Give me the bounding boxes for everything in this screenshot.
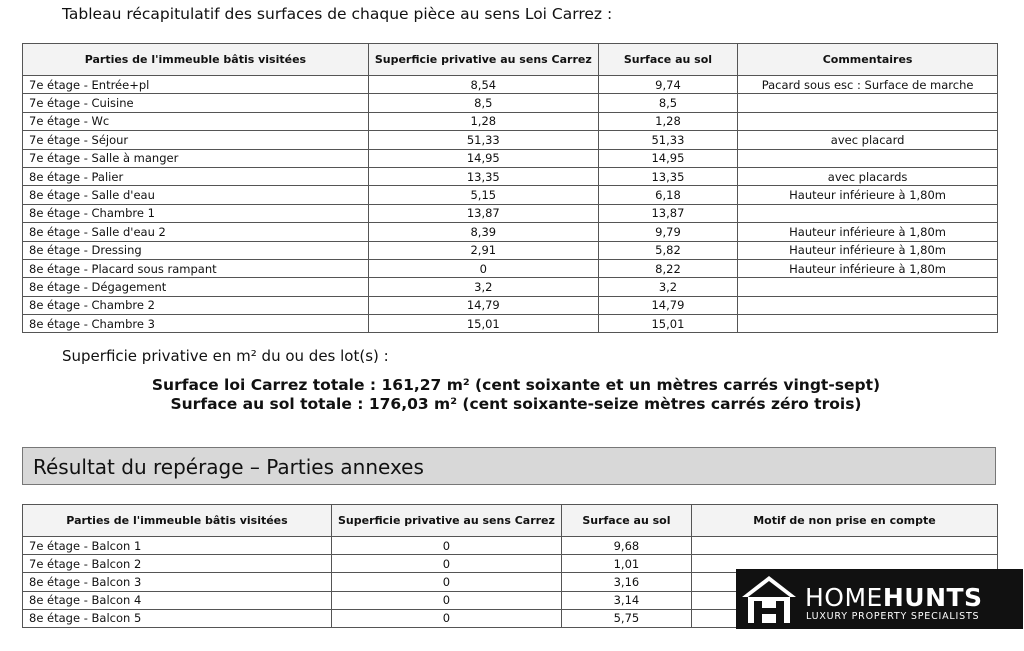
table-row [23, 315, 998, 333]
table-cell: 13,35 [598, 167, 737, 185]
table-cell: 8e étage - Chambre 1 [23, 204, 369, 222]
table-cell [738, 278, 998, 296]
table-cell: 0 [332, 537, 562, 555]
table-cell: 3,16 [561, 573, 691, 591]
table-cell: 8e étage - Balcon 4 [23, 591, 332, 609]
table-cell: 7e étage - Wc [23, 112, 369, 130]
table-cell [738, 112, 998, 130]
table-cell: 2,91 [368, 241, 598, 259]
table-cell: 0 [332, 573, 562, 591]
table-cell: 5,82 [598, 241, 737, 259]
lot-surface-subtitle: Superficie privative en m² du ou des lot(s) : [62, 347, 389, 365]
table-cell: 14,79 [368, 296, 598, 314]
table-row [23, 223, 998, 241]
column-header: Superficie privative au sens Carrez [368, 44, 598, 76]
total-carrez: Surface loi Carrez totale : 161,27 m² (cent soixante et un mètres carrés vingt-sept) [151, 376, 881, 394]
table-cell: 7e étage - Entrée+pl [23, 76, 369, 94]
table-cell: 8e étage - Placard sous rampant [23, 259, 369, 277]
table-cell: 8,5 [368, 94, 598, 112]
table-cell: 3,14 [561, 591, 691, 609]
table-cell: 13,87 [598, 204, 737, 222]
table-cell: 1,01 [561, 555, 691, 573]
table-row [23, 76, 998, 94]
table-cell: 8e étage - Salle d'eau 2 [23, 223, 369, 241]
table-cell: 0 [368, 259, 598, 277]
table-cell: 5,15 [368, 186, 598, 204]
table-cell: 3,2 [598, 278, 737, 296]
table-cell: 8e étage - Salle d'eau [23, 186, 369, 204]
table-cell: 1,28 [598, 112, 737, 130]
table-row [23, 278, 998, 296]
table-cell: Hauteur inférieure à 1,80m [738, 186, 998, 204]
table-row [23, 296, 998, 314]
table-cell: 9,68 [561, 537, 691, 555]
table-cell: avec placard [738, 131, 998, 149]
table-cell: 15,01 [368, 315, 598, 333]
table-header-row [23, 505, 998, 537]
column-header: Commentaires [738, 44, 998, 76]
table-cell: 7e étage - Cuisine [23, 94, 369, 112]
table-cell: 0 [332, 555, 562, 573]
table-cell: 3,2 [368, 278, 598, 296]
table-cell: 5,75 [561, 609, 691, 627]
table-cell: 8,39 [368, 223, 598, 241]
table-cell: 8e étage - Chambre 2 [23, 296, 369, 314]
table-cell: 1,28 [368, 112, 598, 130]
table-cell: 8e étage - Chambre 3 [23, 315, 369, 333]
table-cell: Hauteur inférieure à 1,80m [738, 223, 998, 241]
logo-tagline: LUXURY PROPERTY SPECIALISTS [806, 611, 980, 622]
table-cell [738, 94, 998, 112]
table-cell: 7e étage - Balcon 2 [23, 555, 332, 573]
table-cell: 0 [332, 591, 562, 609]
table-cell: Hauteur inférieure à 1,80m [738, 259, 998, 277]
total-surface-sol: Surface au sol totale : 176,03 m² (cent soixante-seize mètres carrés zéro trois) [170, 395, 862, 413]
column-header: Surface au sol [561, 505, 691, 537]
table-cell: 9,79 [598, 223, 737, 241]
table-cell: 13,35 [368, 167, 598, 185]
table-cell: 8e étage - Dressing [23, 241, 369, 259]
section-title: Résultat du repérage – Parties annexes [33, 455, 424, 479]
table-row [23, 241, 998, 259]
table-cell: 14,79 [598, 296, 737, 314]
table-cell: 7e étage - Séjour [23, 131, 369, 149]
table-cell: Pacard sous esc : Surface de marche [738, 76, 998, 94]
table-cell: 8e étage - Balcon 5 [23, 609, 332, 627]
table-cell: 8e étage - Dégagement [23, 278, 369, 296]
table-row [23, 537, 998, 555]
table-cell: 9,74 [598, 76, 737, 94]
table-cell: 8,22 [598, 259, 737, 277]
section-banner [22, 447, 996, 485]
table-cell [738, 315, 998, 333]
table-cell: 14,95 [368, 149, 598, 167]
table-cell: 51,33 [368, 131, 598, 149]
table-cell: 7e étage - Salle à manger [23, 149, 369, 167]
table-body [23, 76, 998, 333]
table-cell: Hauteur inférieure à 1,80m [738, 241, 998, 259]
carrez-table [22, 43, 998, 333]
intro-text: Tableau récapitulatif des surfaces de chaque pièce au sens Loi Carrez : [62, 5, 613, 23]
table-row [23, 112, 998, 130]
table-cell: 8e étage - Palier [23, 167, 369, 185]
homehunts-logo [736, 569, 1023, 629]
table-cell: 51,33 [598, 131, 737, 149]
table-cell: 13,87 [368, 204, 598, 222]
column-header: Superficie privative au sens Carrez [332, 505, 562, 537]
table-row [23, 259, 998, 277]
table-cell [691, 537, 997, 555]
logo-word-hunts: HUNTS [882, 583, 983, 612]
table-row [23, 167, 998, 185]
table-cell: 8,54 [368, 76, 598, 94]
table-row [23, 204, 998, 222]
table-cell [738, 204, 998, 222]
table-cell: 14,95 [598, 149, 737, 167]
table-row [23, 131, 998, 149]
table-cell: 0 [332, 609, 562, 627]
column-header: Surface au sol [598, 44, 737, 76]
table-cell [738, 149, 998, 167]
logo-word-home: HOME [805, 583, 883, 612]
table-cell: 7e étage - Balcon 1 [23, 537, 332, 555]
column-header: Motif de non prise en compte [691, 505, 997, 537]
logo-wordmark [805, 583, 983, 612]
table-row [23, 149, 998, 167]
column-header: Parties de l'immeuble bâtis visitées [23, 505, 332, 537]
table-cell: 8e étage - Balcon 3 [23, 573, 332, 591]
table-cell: 15,01 [598, 315, 737, 333]
table-cell: 8,5 [598, 94, 737, 112]
table-cell: avec placards [738, 167, 998, 185]
house-logo-icon [740, 573, 798, 625]
column-header: Parties de l'immeuble bâtis visitées [23, 44, 369, 76]
table-cell [738, 296, 998, 314]
table-row [23, 186, 998, 204]
table-row [23, 94, 998, 112]
table-cell: 6,18 [598, 186, 737, 204]
table-header-row [23, 44, 998, 76]
